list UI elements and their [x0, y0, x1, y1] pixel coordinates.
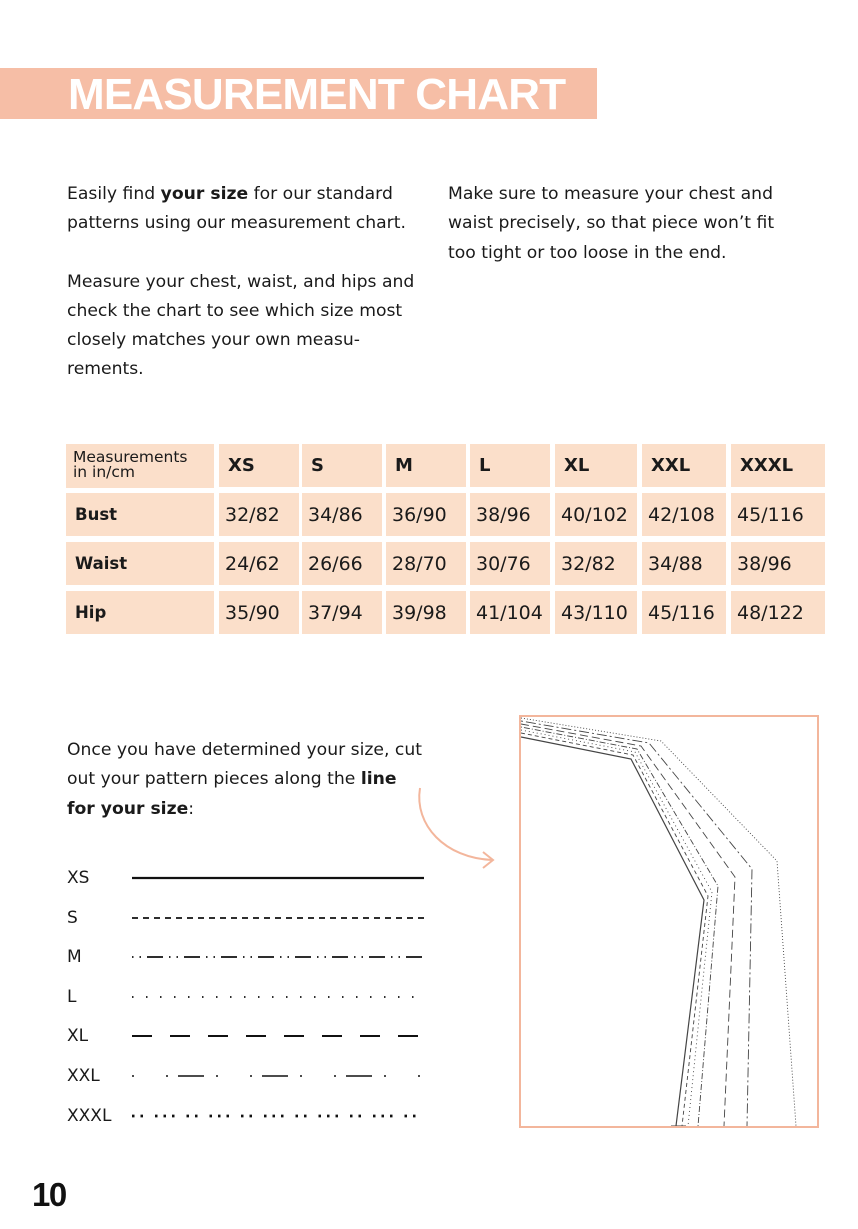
legend-label-xs: XS	[67, 868, 90, 888]
corner-line-1: Measurements	[73, 448, 188, 466]
cell-bust-l: 38/96	[470, 493, 550, 536]
cell-hip-l: 41/104	[470, 591, 550, 634]
cell-bust-xl: 40/102	[555, 493, 637, 536]
size-header-l: L	[470, 444, 550, 487]
cell-waist-s: 26/66	[302, 542, 382, 585]
cell-waist-m: 28/70	[386, 542, 466, 585]
page-title: MEASUREMENT CHART	[68, 70, 566, 119]
legend-line-m	[132, 952, 424, 962]
row-label-bust: Bust	[66, 493, 214, 536]
cut-instructions-bold: line for your size	[67, 769, 397, 819]
legend-line-xxxl	[132, 1111, 424, 1121]
cell-hip-xs: 35/90	[219, 591, 299, 634]
row-label-hip: Hip	[66, 591, 214, 634]
legend-line-s	[132, 913, 424, 923]
size-header-xl: XL	[555, 444, 637, 487]
intro-paragraph-1: Easily find your size for our standard patterns using our measurement chart.	[67, 184, 406, 234]
size-header-xxl: XXL	[642, 444, 726, 487]
intro-paragraph-2: Measure your chest, waist, and hips and check the chart to see which size most closely matches your own measu-rements.	[67, 271, 415, 380]
cell-hip-m: 39/98	[386, 591, 466, 634]
row-label-waist: Waist	[66, 542, 214, 585]
legend-label-xxl: XXL	[67, 1066, 100, 1086]
size-header-xs: XS	[219, 444, 299, 487]
intro-left-column	[67, 180, 427, 385]
cell-waist-l: 30/76	[470, 542, 550, 585]
cell-waist-xxxl: 38/96	[731, 542, 825, 585]
legend-line-xl	[132, 1031, 424, 1041]
cell-hip-xxxl: 48/122	[731, 591, 825, 634]
cell-waist-xl: 32/82	[555, 542, 637, 585]
legend-label-l: L	[67, 986, 77, 1007]
intro-bold-phrase: your size	[160, 184, 249, 204]
page-number: 10	[32, 1176, 66, 1213]
legend-line-xxl	[132, 1071, 424, 1081]
intro-paragraph-3: Make sure to measure your chest and waist precisely, so that piece won’t fit too tight or too loose in the end.	[448, 184, 775, 263]
legend-line-xs	[132, 873, 424, 883]
legend-label-s: S	[67, 907, 78, 928]
pattern-lines-svg	[521, 717, 817, 1126]
legend-label-xxxl: XXXL	[67, 1105, 112, 1126]
size-header-m: M	[386, 444, 466, 487]
curved-arrow-icon	[410, 780, 500, 875]
cut-instructions: Once you have determined your size, cut out your pattern pieces along the line for your size:	[67, 740, 422, 819]
size-header-s: S	[302, 444, 382, 487]
intro-right-column	[448, 180, 798, 268]
size-header-xxxl: XXXL	[731, 444, 825, 487]
legend-label-xl: XL	[67, 1026, 89, 1047]
cell-waist-xxl: 34/88	[642, 542, 726, 585]
legend-line-l	[132, 992, 424, 1002]
table-corner-header	[66, 444, 214, 488]
cell-hip-xl: 43/110	[555, 591, 637, 634]
legend-label-m: M	[67, 947, 82, 968]
cell-bust-xxxl: 45/116	[731, 493, 825, 536]
cell-bust-xs: 32/82	[219, 493, 299, 536]
cell-hip-xxl: 45/116	[642, 591, 726, 634]
cell-bust-xxl: 42/108	[642, 493, 726, 536]
cell-bust-m: 36/90	[386, 493, 466, 536]
pattern-diagram	[519, 715, 819, 1128]
cell-bust-s: 34/86	[302, 493, 382, 536]
cell-waist-xs: 24/62	[219, 542, 299, 585]
corner-line-2: in in/cm	[73, 463, 136, 481]
cell-hip-s: 37/94	[302, 591, 382, 634]
